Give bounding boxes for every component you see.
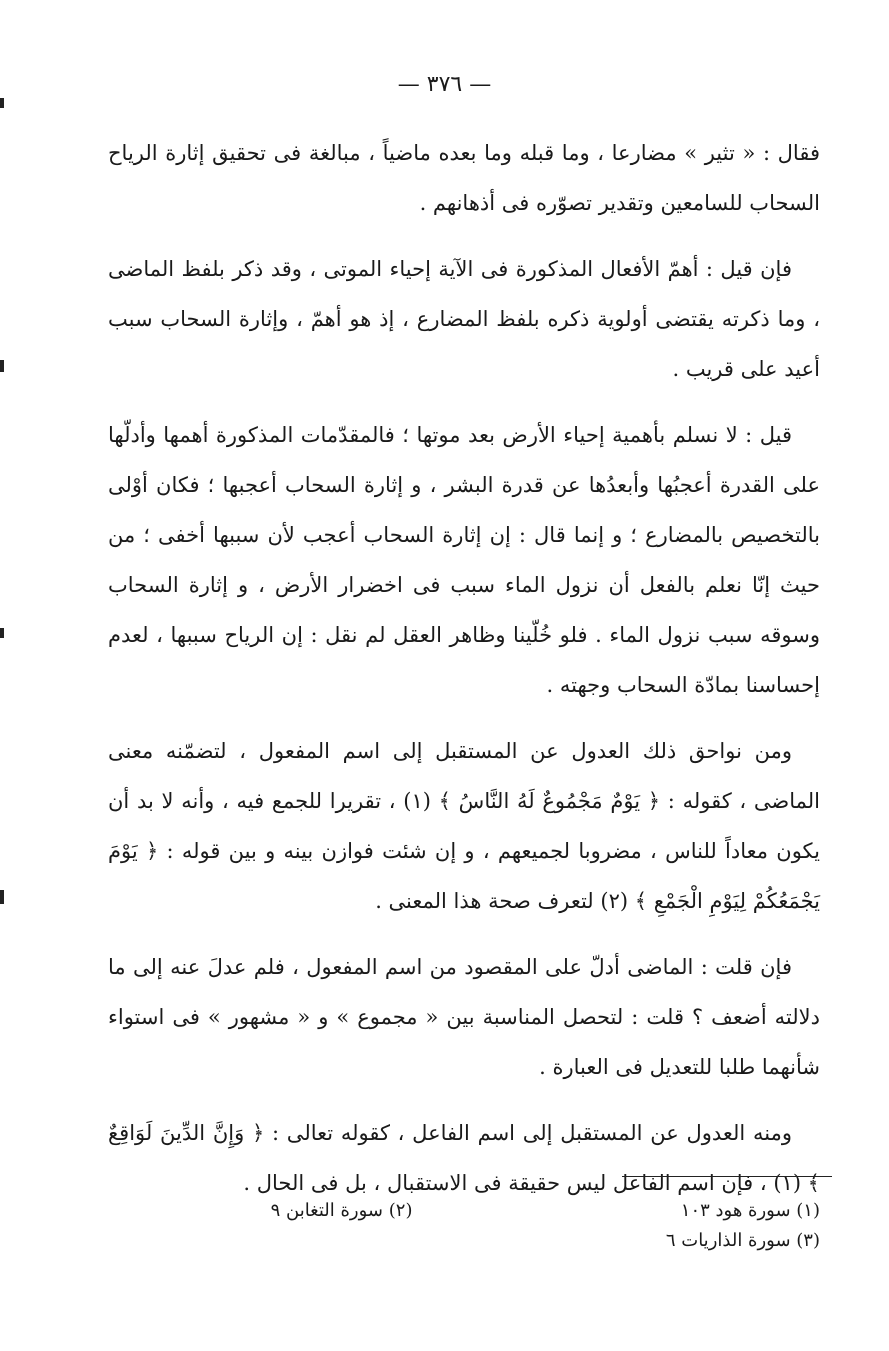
scan-margin-mark	[0, 890, 4, 904]
footnote-1: (١) سورة هود ١٠٣	[680, 1200, 820, 1221]
paragraph-2: فإن قيل : أهمّ الأفعال المذكورة فى الآية إحياء الموتى ، وقد ذكر بلفظ الماضى ، وما ذكرته يقتضى أولوية ذكره بلفظ المضارع ، إذ هو أهمّ ، وإثارة السحاب سبب أعيد على قريب .	[108, 257, 820, 381]
scan-margin-mark	[0, 98, 4, 108]
footnote-2: (٢) سورة التغابن ٩	[270, 1200, 413, 1221]
paragraph-3: قيل : لا نسلم بأهمية إحياء الأرض بعد موتها ؛ فالمقدّمات المذكورة أهمها وأدلّها على القدرة أعجبُها وأبعدُها عن قدرة البشر ، و إثارة السحاب أعجبها ؛ فكان أوْلى بالتخصيص بالمضارع ؛ و إنما قال : إن إثارة السحاب أعجب لأن سببها أخفى ؛ من حيث إنّا نعلم بالفعل أن نزول الماء سبب فى اخضرار الأرض ، و إثارة السحاب وسوقه سبب نزول الماء . فلو خُلّينا وظاهر العقل لم نقل : إن الرياح سببها ، لعدم إحساسنا بمادّة السحاب وجهته .	[108, 423, 820, 697]
paragraph-6: ومنه العدول عن المستقبل إلى اسم الفاعل ، كقوله تعالى : ﴿ وَإِنَّ الدِّينَ لَوَاقِعٌ ﴾ (١) ، فإن اسم الفاعل ليس حقيقة فى الاستقبال ، بل فى الحال .	[108, 1121, 820, 1195]
page-number: — ٣٧٦ —	[397, 72, 492, 97]
paragraph-5: فإن قلت : الماضى أدلّ على المقصود من اسم المفعول ، فلم عدلَ عنه إلى ما دلالته أضعف ؟ قلت : لتحصل المناسبة بين « مجموع » و « مشهور » فى استواء شأنهما طلبا للتعديل فى العبارة .	[108, 955, 820, 1079]
paragraph-4: ومن نواحق ذلك العدول عن المستقبل إلى اسم المفعول ، لتضمّنه معنى الماضى ، كقوله : ﴿ يَوْمٌ مَجْمُوعٌ لَهُ النَّاسُ ﴾ (١) ، تقريرا للجمع فيه ، وأنه لا بد أن يكون معاداً للناس ، مضروبا لجميعهم ، و إن شئت فوازن بينه و بين قوله : ﴿ يَوْمَ يَجْمَعُكُمْ لِيَوْمِ الْجَمْعِ ﴾ (٢) لتعرف صحة هذا المعنى .	[108, 739, 821, 913]
paragraph-1: فقال : « تثير » مضارعا ، وما قبله وما بعده ماضياً ، مبالغة فى تحقيق إثارة الرياح السحاب للسامعين وتقدير تصوّره فى أذهانهم .	[108, 141, 820, 215]
footnote-divider	[622, 1176, 832, 1177]
footnote-row	[108, 1196, 820, 1226]
body-text	[108, 128, 820, 1224]
scan-margin-mark	[0, 628, 4, 638]
scan-margin-mark	[0, 360, 4, 372]
footnote-row	[108, 1226, 820, 1256]
footnote-3: (٣) سورة الذاريات ٦	[665, 1230, 820, 1251]
footnotes	[108, 1196, 820, 1256]
